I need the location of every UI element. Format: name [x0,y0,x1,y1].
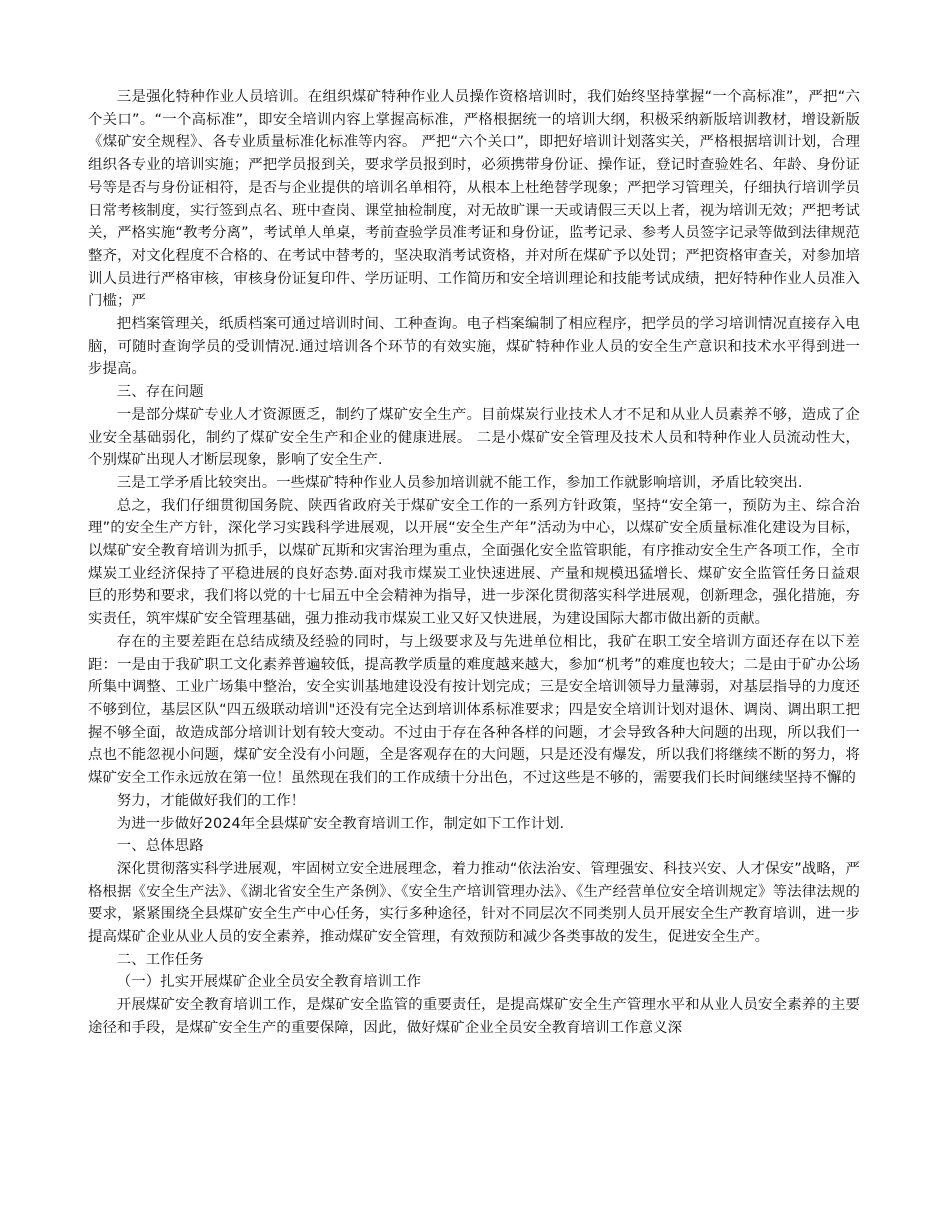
document-body [88,86,860,1040]
paragraph-effort: 努力，才能做好我们的工作！ [116,792,306,809]
paragraph-general-idea: 深化贯彻落实科学进展观，牢固树立安全进展理念，着力推动“依法治安、管理强安、科技兴安、人才保安”战略，严格根据《安全生产法》、《湖北省安全生产条例》、《安全生产培训管理办法》、《生产经营单位安全培训规定》等法律法规的要求，紧紧围绕全县煤矿安全生产中心任务，实行多种途径，针对不同层次不同类别人员开展安全生产教育培训，进一步提高煤矿企业从业人员的安全素养，推动煤矿安全管理，有效预防和减少各类事故的发生，促进安全生产。 [88,860,860,946]
heading-work-tasks: 二、工作任务 [116,951,204,968]
paragraph-problem-work-study: 三是工学矛盾比较突出。一些煤矿特种作业人员参加培训就不能工作，参加工作就影响培训，矛盾比较突出. [116,474,803,491]
subheading-full-staff-training: （一）扎实开展煤矿企业全员安全教育培训工作 [116,974,422,991]
heading-existing-problems: 三、存在问题 [116,384,204,401]
paragraph-training-importance: 开展煤矿安全教育培训工作，是煤矿安全监管的重要责任，是提高煤矿安全生产管理水平和从业人员安全素养的主要途径和手段，是煤矿安全生产的重要保障，因此，做好煤矿企业全员安全教育培训工作意义深 [88,997,860,1036]
paragraph-problem-talent: 一是部分煤矿专业人才资源匮乏，制约了煤矿安全生产。目前煤炭行业技术人才不足和从业人员素养不够，造成了企业安全基础弱化，制约了煤矿安全生产和企业的健康进展。 二是小煤矿安全管理及技术人员和特种作业人员流动性大，个别煤矿出现人才断层现象，影响了安全生产. [88,406,860,469]
paragraph-gaps: 存在的主要差距在总结成绩及经验的同时，与上级要求及与先进单位相比，我矿在职工安全培训方面还存在以下差距：一是由于我矿职工文化素养普遍较低，提高教学质量的难度越来越大，参加“机考”的难度也较大；二是由于矿办公场所集中调整、工业广场集中整治，安全实训基地建设没有按计划完成；三是安全培训领导力量薄弱，对基层指导的力度还不够到位，基层区队“四五级联动培训"还没有完全达到培训体系标准要求；四是安全培训计划对退休、调岗、调出职工把握不够全面，故造成部分培训计划有较大变动。不过由于存在各种各样的问题，才会导致各种大问题的出现，所以我们一点也不能忽视小问题，煤矿安全没有小问题，全是客观存在的大问题，只是还没有爆发，所以我们将继续不断的努力，将煤矿安全工作永远放在第一位！虽然现在我们的工作成绩十分出色，不过这些是不够的，需要我们长时间继续坚持不懈的 [88,633,860,787]
paragraph-special-training: 三是强化特种作业人员培训。在组织煤矿特种作业人员操作资格培训时，我们始终坚持掌握“一个高标准”，严把“六个关口”。“一个高标准”，即安全培训内容上掌握高标准，严格根据统一的培训大纲，积极采纳新版培训教材，增设新版《煤矿安全规程》、各专业质量标准化标准等内容。 严把“六个关口”，即把好培训计划落实关，严格根据培训计划，合理组织各专业的培训实施；严把学员报到关，要求学员报到时，必须携带身份证、操作证，登记时查验姓名、年龄、身份证号等是否与身份证相符，是否与企业提供的培训名单相符，从根本上杜绝替学现象；严把学习管理关，仔细执行培训学员日常考核制度，实行签到点名、班中查岗、课堂抽检制度，对无故旷课一天或请假三天以上者，视为培训无效；严把考试关，严格实施“教考分离”，考试单人单桌，考前查验学员准考证和身份证，监考记录、参考人员签字记录等做到法律规范整齐，对文化程度不合格的、在考试中替考的，坚决取消考试资格，并对所在煤矿予以处罚；严把资格审查关，对参加培训人员进行严格审核，审核身份证复印件、学历证明、工作简历和安全培训理论和技能考试成绩，把好特种作业人员准入门槛；严 [88,89,860,310]
paragraph-summary: 总之，我们仔细贯彻国务院、陕西省政府关于煤矿安全工作的一系列方针政策，坚持“安全第一，预防为主、综合治理”的安全生产方针，深化学习实践科学进展观，以开展“安全生产年”活动为中心，以煤矿安全质量标准化建设为目标，以煤矿安全教育培训为抓手，以煤矿瓦斯和灾害治理为重点，全面强化安全监管职能，有序推动安全生产各项工作，全市煤炭工业经济保持了平稳进展的良好态势.面对我市煤炭工业快速进展、产量和规模迅猛增长、煤矿安全监管任务日益艰巨的形势和要求，我们将以党的十七届五中全会精神为指导，进一步深化贯彻落实科学进展观，创新理念，强化措施，夯实责任，筑牢煤矿安全管理基础，强力推动我市煤炭工业又好又快进展，为建设国际大都市做出新的贡献。 [88,497,860,628]
paragraph-plan-intro: 为进一步做好2024年全县煤矿安全教育培训工作，制定如下工作计划. [116,815,565,832]
paragraph-archive-management: 把档案管理关，纸质档案可通过培训时间、工种查询。电子档案编制了相应程序，把学员的学习培训情况直接存入电脑，可随时查询学员的受训情况.通过培训各个环节的有效实施，煤矿特种作业人员的安全生产意识和技术水平得到进一步提高。 [88,316,860,378]
heading-general-idea: 一、总体思路 [116,838,204,855]
